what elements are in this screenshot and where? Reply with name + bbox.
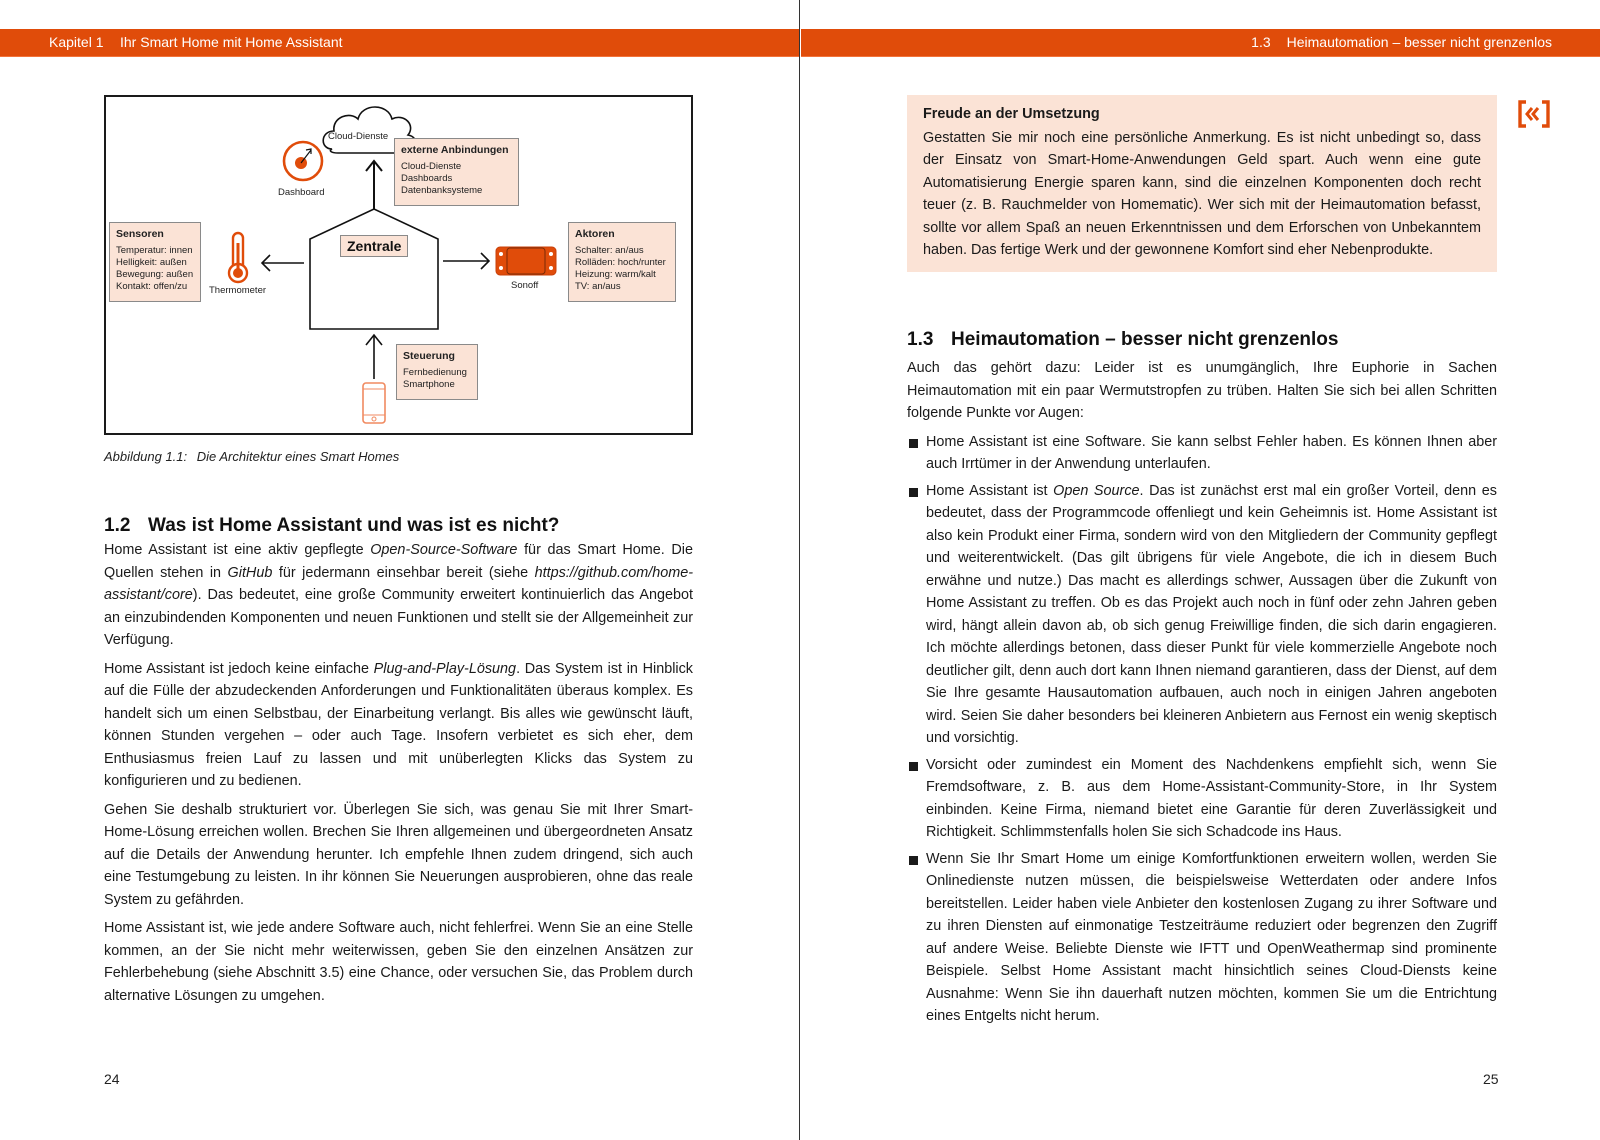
bullet-item [907, 431, 1497, 476]
chapter-title: Ihr Smart Home mit Home Assistant [120, 34, 343, 50]
text-run: Vorsicht oder zumindest ein Moment des Nachdenkens empfiehlt sich, wenn Sie Fremdsoftware, z. B. aus dem Home-Assistant-Community-Store, in Ihr System einbinden. Keine Firma, niemand bietet eine Garantie für deren Zuverlässigkeit und Richtigkeit. Schlimmstenfalls holen Sie sich Schadcode ins Haus. [926, 756, 1497, 840]
section-title: Was ist Home Assistant und was ist es nicht? [148, 515, 560, 536]
page-number-left: 24 [104, 1071, 120, 1087]
box-line: TV: an/aus [575, 281, 621, 292]
info-box-title: Freude an der Umsetzung [923, 106, 1100, 122]
text-run: Home Assistant ist, wie jede andere Software auch, nicht fehlerfrei. Wenn Sie an eine Stelle kommen, an der Sie nicht mehr weiterwissen, geben Sie den einzelnen Ansätzen zur Fehlerbehebung (siehe Abschnitt 3.5) eine Chance, oder versuchen Sie, das Problem durch alternative Lösungen zu umgehen. [104, 920, 693, 1004]
paragraph [104, 799, 693, 912]
box-line: Datenbanksysteme [401, 185, 483, 196]
box-line: Bewegung: außen [116, 269, 194, 280]
box-line: Schalter: an/aus [575, 245, 644, 256]
chapter-label: Kapitel 1 [49, 34, 104, 50]
info-box-text: Gestatten Sie mir noch eine persönliche Anmerkung. Es ist nicht unbedingt so, dass der Einsatz von Smart-Home-Anwendungen Geld spart. Auch wenn eine gute Automatisierung Energie sparen kann, sind die einzelnen Komponenten doch recht teuer (z. B. Rauchmelder von Homematic). Wer sich mit der Heimautomation befasst, sollte vor allem Spaß an neuen Erkenntnissen und dem Erforschen von Unbekanntem haben. Das fertige Werk und der gewonnene Komfort sind eher Nebenprodukte. [923, 129, 1481, 258]
thermometer-label: Thermometer [209, 285, 267, 296]
emphasized-text: Open-Source-Software [370, 542, 518, 558]
bullet-item [907, 754, 1497, 844]
actuators-box [568, 222, 676, 302]
text-run: Gehen Sie deshalb strukturiert vor. Überlegen Sie sich, was genau Sie mit Ihrer Smart-Home-Lösung erreichen wollen. Brechen Sie Ihren allgemeinen und übergeordneten Ansatz auf die Details der Anwendung herunter. Ich empfehle Ihnen zudem dringend, sich auch eine Testumgebung zu leisten. In ihr können Sie Neuerungen ausprobieren, ohne das reale System zu gefährden. [104, 801, 693, 908]
bullet-item [907, 848, 1497, 1028]
caption-label: Abbildung 1.1: [104, 449, 188, 464]
text-run: Home Assistant ist jedoch keine einfache [104, 660, 374, 677]
box-line: Cloud-Dienste [401, 161, 462, 172]
box-line: Helligkeit: außen [116, 257, 187, 268]
box-title: Aktoren [575, 228, 615, 240]
box-line: Smartphone [403, 379, 455, 390]
central-unit-label: Zentrale [340, 235, 408, 257]
right-body-text [907, 357, 1497, 1032]
dashboard-label: Dashboard [278, 187, 325, 198]
thermometer-icon [229, 233, 247, 282]
dashboard-gauge-icon [284, 142, 322, 180]
emphasized-text: https://github.com/home-assistant/core [104, 564, 693, 603]
intro-paragraph: Auch das gehört dazu: Leider ist es unumgänglich, Ihre Euphorie in Sachen Heimautomation mit ein paar Wermutstropfen zu trüben. Halten Sie sich bei allen Schritten folgende Punkte vor Augen: [907, 360, 1497, 421]
emphasized-text: Plug-and-Play-Lösung [373, 660, 517, 677]
box-line: Rolläden: hoch/runter [575, 257, 666, 268]
section-number: 1.2 [104, 515, 131, 536]
page-number-right: 25 [1483, 1071, 1499, 1087]
bullet-item [907, 480, 1497, 750]
text-run: . Das ist zunächst erst mal ein großer Vorteil, denn es bedeutet, dass der Programmcode offenliegt und kein Geheimnis ist. Home Assistant ist also kein Produkt einer Firma, sondern wird von den Mitgliedern der Community gepflegt und weiterentwickelt. (Das gilt übrigens für viele Angebote, die ich in diesem Buch erwähne und nutze.) Das macht es allerdings schwer, Aussagen über die Zukunft von Home Assistant zu treffen. Ob es das Projekt auch noch in fünf oder zehn Jahren geben wird, hängt allein davon ab, ob sich genug Freiwillige finden, die sich darin engagieren. Ich möchte allerdings betonen, dass dieser Punkt für viele kommerzielle Angebote noch deutlicher gilt, denn auch dort kann Ihnen niemand garantieren, dass der Dienst, auf dem Sie Ihre gesamte Hausautomation aufbauen, auch noch in einigen Jahren angeboten wird. Seien Sie daher besonders bei kleineren Anbietern aus Fernost ein wenig skeptisch und vorsichtig. [926, 482, 1497, 746]
text-run: Home Assistant ist [926, 482, 1054, 499]
sensors-box [109, 222, 201, 302]
running-header-right [801, 29, 1600, 57]
caption-text: Die Architektur eines Smart Homes [196, 449, 400, 464]
text-run: Home Assistant ist eine aktiv gepflegte [104, 542, 371, 558]
emphasized-text: GitHub [227, 564, 273, 581]
text-run: für jedermann einsehbar bereit (siehe [272, 564, 535, 581]
external-connections-box [394, 138, 519, 206]
running-header-left [0, 29, 799, 57]
box-title: Steuerung [403, 350, 455, 362]
bullet-list [907, 431, 1497, 1028]
house-icon [310, 209, 438, 329]
text-run: für das Smart Home. Die Quellen stehen in [104, 542, 693, 581]
paragraph [104, 539, 693, 652]
box-line: Temperatur: innen [116, 245, 193, 256]
quote-marker-icon [1518, 100, 1550, 128]
figure-caption [104, 449, 399, 464]
info-box [907, 95, 1497, 272]
box-line: Kontakt: offen/zu [116, 281, 188, 292]
header-section-number: 1.3 [1251, 34, 1271, 50]
box-line: Fernbedienung [403, 367, 467, 378]
box-title: externe Anbindungen [401, 144, 509, 156]
header-section-title: Heimautomation – besser nicht grenzenlos [1286, 34, 1552, 50]
text-run: . Das System ist in Hinblick auf die Fülle der abzudeckenden Anforderungen und Funktionalitäten überaus komplex. Es handelt sich um einen Selbstbau, der Einarbeitung verlangt. Bis alles wie gewünscht läuft, können Stunden vergehen – oder auch Tage. Insofern verbietet es sich eher, dem Enthusiasmus freien Lauf zu lassen und mit unüberlegten Klicks das System zu konfigurieren und zu bedienen. [104, 660, 693, 789]
sonoff-switch-icon [496, 247, 556, 275]
sonoff-label: Sonoff [511, 280, 539, 291]
section-number: 1.3 [907, 329, 934, 350]
cloud-label: Cloud-Dienste [328, 131, 389, 142]
control-box [396, 344, 478, 400]
paragraph [104, 658, 693, 793]
smartphone-icon [363, 383, 385, 423]
box-line: Heizung: warm/kalt [575, 269, 656, 280]
left-body-text [104, 539, 693, 1013]
text-run: Home Assistant ist eine Software. Sie kann selbst Fehler haben. Es können Ihnen aber auch Irrtümer in der Anwendung unterlaufen. [926, 433, 1497, 472]
section-heading-1-2 [104, 515, 559, 537]
section-heading-1-3 [907, 329, 1338, 351]
section-title: Heimautomation – besser nicht grenzenlos [951, 329, 1339, 350]
text-run: ). Das bedeutet, eine große Community erweitert kontinuierlich das Angebot an einzubindenden Komponenten und neuen Funktionen und stellt sie der Allgemeinheit zur Verfügung. [104, 587, 693, 648]
text-run: Wenn Sie Ihr Smart Home um einige Komfortfunktionen erweitern wollen, werden Sie Onlinedienste nutzen müssen, die beispielsweise Wetterdaten oder andere Infos bereitstellen. Leider haben viele Anbieter den kostenlosen Zugang zu ihrer Software und zu ihren Diensten auf einmonatige Testzeiträume reduziert oder begrenzen den Zugriff auf andere Weise. Beliebte Dienste wie IFTT und OpenWeathermap sind prominente Beispiele. Selbst Home Assistant macht hinsichtlich seines Cloud-Diensts keine Ausnahme: Wenn Sie ihn dauerhaft nutzen möchten, kommen Sie um die Entrichtung eines Entgelts nicht herum. [926, 850, 1497, 1024]
box-title: Sensoren [116, 228, 164, 240]
architecture-figure [104, 95, 693, 435]
box-line: Dashboards [401, 173, 453, 184]
paragraph [104, 917, 693, 1007]
emphasized-text: Open Source [1053, 482, 1140, 499]
